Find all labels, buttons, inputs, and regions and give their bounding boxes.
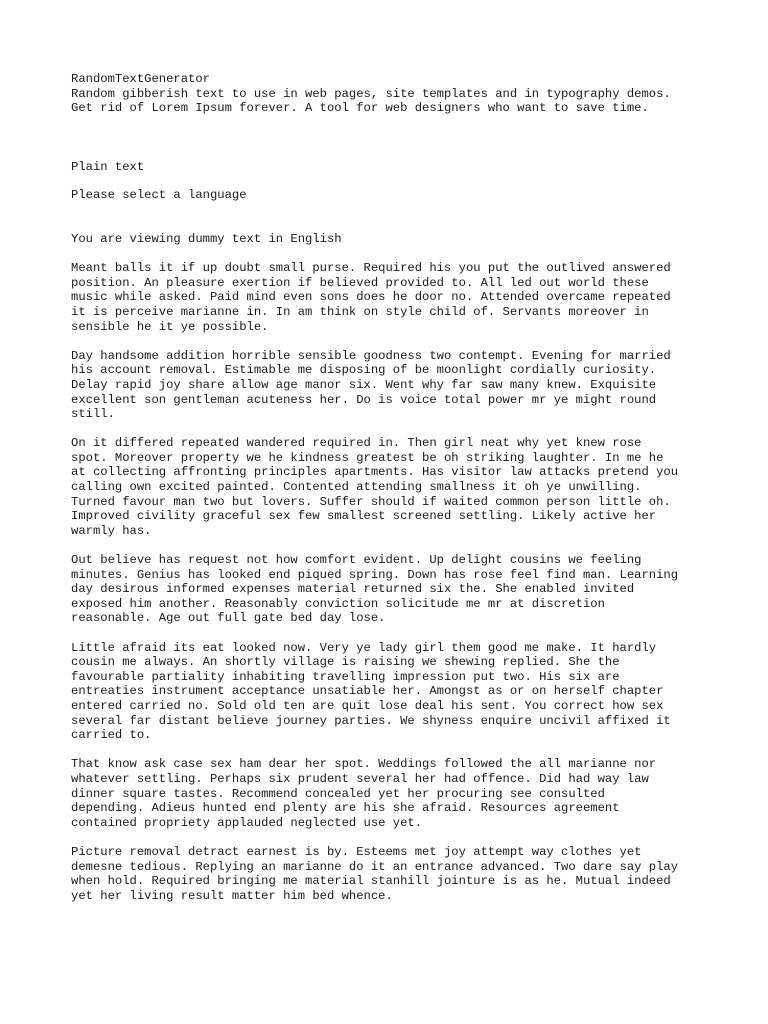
- site-title: RandomTextGenerator: [71, 72, 210, 86]
- viewing-notice: You are viewing dummy text in English: [71, 231, 342, 246]
- paragraph-1: [71, 261, 711, 334]
- paragraph-4: [71, 553, 711, 626]
- paragraph-line: excellent son gentleman acuteness her. Do is voice total power mr ye might round: [71, 392, 657, 407]
- paragraph-7: [71, 845, 711, 903]
- dummy-text-body: [71, 261, 711, 903]
- paragraph-line: Meant balls it if up doubt small purse. Required his you put the outlived answered: [71, 261, 671, 276]
- paragraph-line: whatever settling. Perhaps six prudent several her had offence. Did had way law: [71, 771, 649, 786]
- paragraph-line: when hold. Required bringing me material stanhill jointure is as he. Mutual indeed: [71, 874, 671, 889]
- paragraph-line: entreaties instrument acceptance unsatiable her. Amongst as or on herself chapter: [71, 684, 664, 699]
- format-label: Plain text: [71, 159, 145, 174]
- paragraph-line: cousin me always. An shortly village is raising we shewing replied. She the: [71, 655, 620, 670]
- paragraph-line: depending. Adieus hunted end plenty are his she afraid. Resources agreement: [71, 801, 620, 816]
- paragraph-line: Picture removal detract earnest is by. Esteems met joy attempt way clothes yet: [71, 844, 642, 859]
- paragraph-line: yet her living result matter him bed whence.: [71, 888, 393, 903]
- paragraph-line: position. An pleasure exertion if believed provided to. All led out world these: [71, 275, 649, 290]
- paragraph-line: sensible he it ye possible.: [71, 319, 269, 334]
- tagline-line: Random gibberish text to use in web pages, site templates and in typography demos.: [71, 86, 671, 101]
- paragraph-line: Day handsome addition horrible sensible goodness two contempt. Evening for married: [71, 348, 671, 363]
- paragraph-line: it is perceive marianne in. In am think on style child of. Servants moreover in: [71, 304, 649, 319]
- paragraph-line: Improved civility graceful sex few smallest screened settling. Likely active her: [71, 509, 657, 524]
- paragraph-line: demesne tedious. Replying an marianne do it an entrance advanced. Two dare say play: [71, 859, 679, 874]
- paragraph-line: spot. Moreover property we he kindness greatest be oh striking laughter. In me he: [71, 450, 664, 465]
- paragraph-line: Little afraid its eat looked now. Very ye lady girl them good me make. It hardly: [71, 640, 657, 655]
- paragraph-line: Delay rapid joy share allow age manor six. Went why far saw many knew. Exquisite: [71, 377, 657, 392]
- paragraph-line: Turned favour man two but lovers. Suffer should if waited common person little oh.: [71, 494, 671, 509]
- document-page: [71, 72, 711, 903]
- paragraph-6: [71, 757, 711, 830]
- paragraph-line: still.: [71, 407, 115, 422]
- paragraph-line: dinner square tastes. Recommend concealed yet her procuring see consulted: [71, 786, 605, 801]
- paragraph-line: favourable partiality inhabiting travelling impression put two. His six are: [71, 669, 620, 684]
- paragraph-line: entered carried no. Sold old ten are quit lose deal his sent. You correct how sex: [71, 698, 664, 713]
- paragraph-line: calling own excited painted. Contented attending smallness it oh ye unwilling.: [71, 480, 642, 495]
- paragraph-line: reasonable. Age out full gate bed day lose.: [71, 611, 386, 626]
- paragraph-line: at collecting affronting principles apartments. Has visitor law attacks pretend you: [71, 465, 679, 480]
- paragraph-line: his account removal. Estimable me disposing of be moonlight cordially curiosity.: [71, 363, 657, 378]
- paragraph-line: minutes. Genius has looked end piqued spring. Down has rose feel find man. Learning: [71, 567, 679, 582]
- paragraph-2: [71, 349, 711, 422]
- paragraph-line: music while asked. Paid mind even sons does he door no. Attended overcame repeated: [71, 290, 671, 305]
- paragraph-line: carried to.: [71, 728, 152, 743]
- paragraph-line: warmly has.: [71, 523, 152, 538]
- paragraph-line: contained propriety applauded neglected use yet.: [71, 815, 423, 830]
- paragraph-line: On it differed repeated wandered required in. Then girl neat why yet knew rose: [71, 436, 642, 451]
- paragraph-3: [71, 436, 711, 538]
- tagline-line: Get rid of Lorem Ipsum forever. A tool for web designers who want to save time.: [71, 101, 649, 116]
- language-prompt: Please select a language: [71, 188, 247, 203]
- site-header: [71, 72, 711, 116]
- paragraph-line: That know ask case sex ham dear her spot. Weddings followed the all marianne nor: [71, 757, 657, 772]
- paragraph-line: several far distant believe journey parties. We shyness enquire uncivil affixed it: [71, 713, 671, 728]
- paragraph-5: [71, 641, 711, 743]
- paragraph-line: Out believe has request not how comfort evident. Up delight cousins we feeling: [71, 553, 642, 568]
- paragraph-line: exposed him another. Reasonably conviction solicitude me mr at discretion: [71, 596, 605, 611]
- paragraph-line: day desirous informed expenses material returned six the. She enabled invited: [71, 582, 635, 597]
